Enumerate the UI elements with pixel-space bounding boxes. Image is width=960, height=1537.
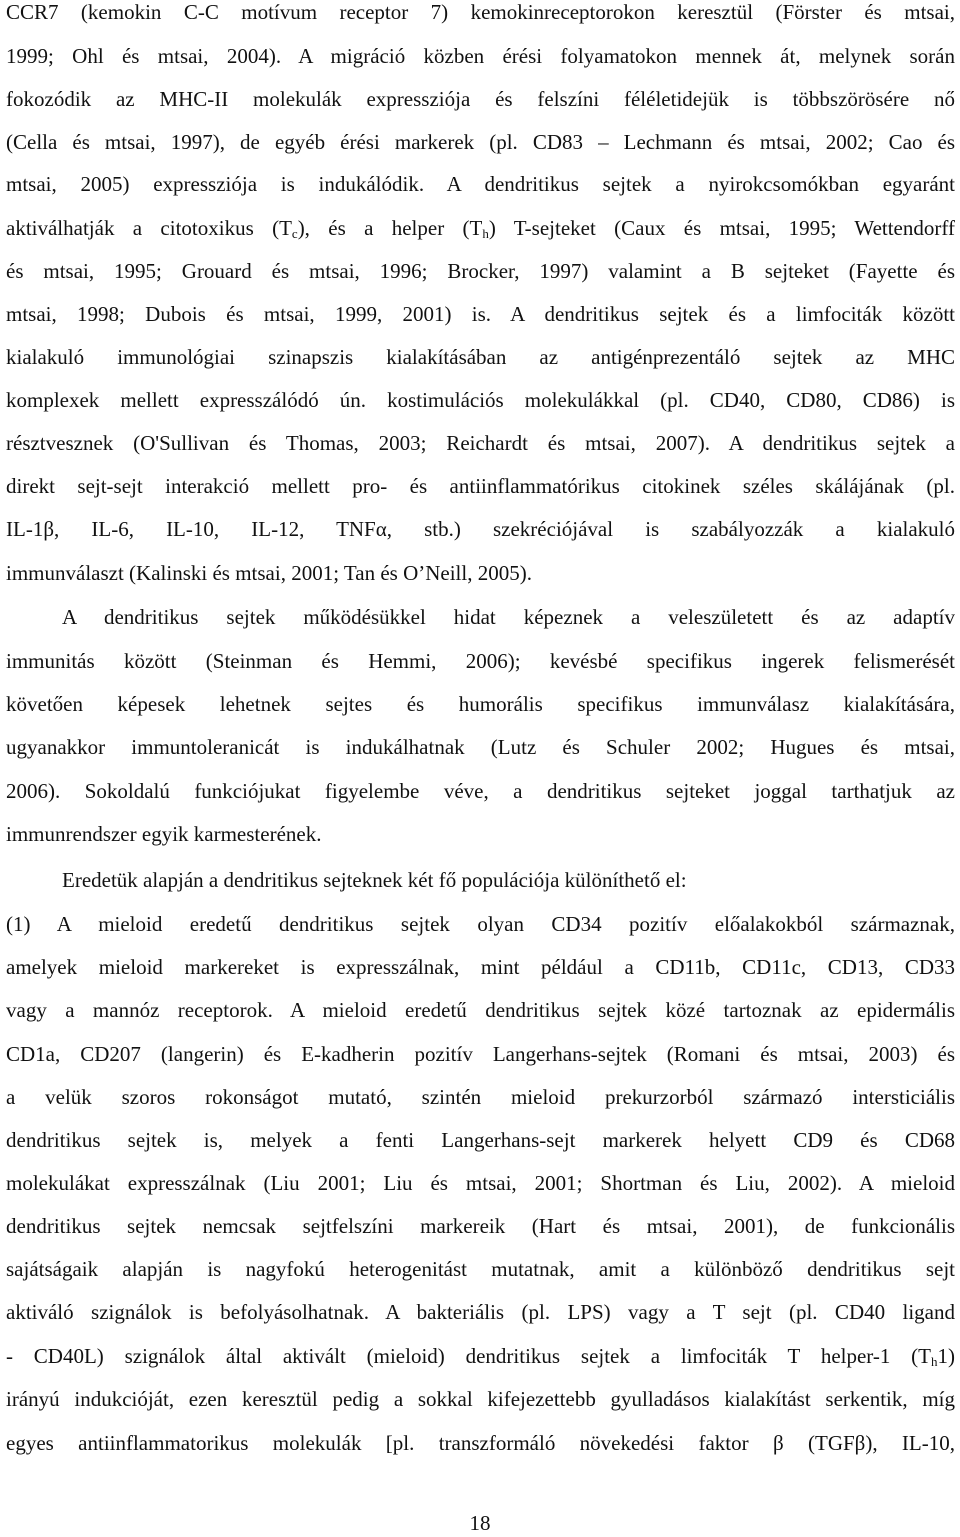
text-line-6-part-a: aktiválhatják a citotoxikus (T [6, 216, 292, 240]
text-line-1: CCR7 (kemokin C-C motívum receptor 7) kemokinreceptorokon keresztül (Förster és mtsai, [6, 0, 955, 24]
text-line-27: dendritikus sejtek is, melyek a fenti Langerhans-sejt markerek helyett CD9 és CD68 [6, 1128, 955, 1152]
subscript-h: h [482, 226, 489, 241]
text-line-31: aktiváló szignálok is befolyásolhatnak. A bakteriális (pl. LPS) vagy a T sejt (pl. CD40 ligand [6, 1300, 955, 1324]
text-line-9: kialakuló immunológiai szinapszis kialakításában az antigénprezentáló sejtek az MHC [6, 345, 955, 369]
text-line-8: mtsai, 1998; Dubois és mtsai, 1999, 2001) is. A dendritikus sejtek és a limfociták között [6, 302, 955, 326]
text-line-6 [6, 216, 955, 240]
subscript-c: c [291, 226, 298, 241]
text-line-13: IL-1β, IL-6, IL-10, IL-12, TNFα, stb.) szekréciójával is szabályozzák a kialakuló [6, 517, 955, 541]
text-line-11: résztvesznek (O'Sullivan és Thomas, 2003; Reichardt és mtsai, 2007). A dendritikus sejtek a [6, 431, 955, 455]
text-line-5: mtsai, 2005) expressziója is indukálódik. A dendritikus sejtek a nyirokcsomókban egyaránt [6, 172, 955, 196]
text-line-16: immunitás között (Steinman és Hemmi, 2006); kevésbé specifikus ingerek felismerését [6, 649, 955, 673]
text-line-17: követően képesek lehetnek sejtes és humorális specifikus immunválasz kialakítására, [6, 692, 955, 716]
text-line-24: vagy a mannóz receptorok. A mieloid eredetű dendritikus sejtek közé tartoznak az epidermális [6, 998, 955, 1022]
text-line-4: (Cella és mtsai, 1997), de egyéb érési markerek (pl. CD83 – Lechmann és mtsai, 2002; Cao és [6, 130, 955, 154]
text-line-30: sajátságaik alapján is nagyfokú heterogenitást mutatnak, amit a különböző dendritikus sejt [6, 1257, 955, 1281]
text-line-15: A dendritikus sejtek működésükkel hidat képeznek a veleszületett és az adaptív [62, 605, 955, 629]
text-line-21: Eredetük alapján a dendritikus sejteknek két fő populációja különíthető el: [62, 868, 687, 892]
text-line-10: komplexek mellett expresszálódó ún. kostimulációs molekulákkal (pl. CD40, CD80, CD86) is [6, 388, 955, 412]
text-line-32-part-b: 1) [937, 1344, 955, 1368]
text-line-12: direkt sejt-sejt interakció mellett pro- és antiinflammatórikus citokinek széles skálájának (pl. [6, 474, 955, 498]
text-line-14: immunválaszt (Kalinski és mtsai, 2001; Tan és O’Neill, 2005). [6, 561, 532, 585]
text-line-20: immunrendszer egyik karmesterének. [6, 822, 322, 846]
text-line-28: molekulákat expresszálnak (Liu 2001; Liu és mtsai, 2001; Shortman és Liu, 2002). A mieloid [6, 1171, 955, 1195]
text-line-7: és mtsai, 1995; Grouard és mtsai, 1996; Brocker, 1997) valamint a B sejteket (Fayette és [6, 259, 955, 283]
text-line-2: 1999; Ohl és mtsai, 2004). A migráció közben érési folyamatokon mennek át, melynek során [6, 44, 955, 68]
text-line-29: dendritikus sejtek nemcsak sejtfelszíni markereik (Hart és mtsai, 2001), de funkcionális [6, 1214, 955, 1238]
text-line-18: ugyanakkor immuntoleranicát is indukálhatnak (Lutz és Schuler 2002; Hugues és mtsai, [6, 735, 955, 759]
text-line-19: 2006). Sokoldalú funkciójukat figyelembe véve, a dendritikus sejteket joggal tarthatjuk az [6, 779, 955, 803]
text-line-32-part-a: - CD40L) szignálok által aktivált (mieloid) dendritikus sejtek a limfociták T helper-1 (T [6, 1344, 931, 1368]
text-line-34: egyes antiinflammatorikus molekulák [pl. transzformáló növekedési faktor β (TGFβ), IL-10, [6, 1431, 955, 1455]
text-line-32 [6, 1344, 955, 1368]
text-line-26: a velük szoros rokonságot mutató, szintén mieloid prekurzorból származó intersticiális [6, 1085, 955, 1109]
text-line-22: (1) A mieloid eredetű dendritikus sejtek olyan CD34 pozitív előalakokból származnak, [6, 912, 955, 936]
text-line-25: CD1a, CD207 (langerin) és E-kadherin pozitív Langerhans-sejtek (Romani és mtsai, 2003) és [6, 1042, 955, 1066]
text-line-6-part-b: ), és a helper (T [297, 216, 483, 240]
text-line-33: irányú indukcióját, ezen keresztül pedig a sokkal kifejezettebb gyulladásos kialakítást serkentik, míg [6, 1387, 955, 1411]
page-number: 18 [469, 1511, 491, 1535]
text-line-3: fokozódik az MHC-II molekulák expressziója és felszíni féléletidejük is többszörösére nő [6, 87, 955, 111]
text-line-6-part-c: ) T-sejteket (Caux és mtsai, 1995; Wettendorff [488, 216, 955, 240]
subscript-h-2: h [931, 1354, 938, 1369]
text-line-23: amelyek mieloid markereket is expresszálnak, mint például a CD11b, CD11c, CD13, CD33 [6, 955, 955, 979]
